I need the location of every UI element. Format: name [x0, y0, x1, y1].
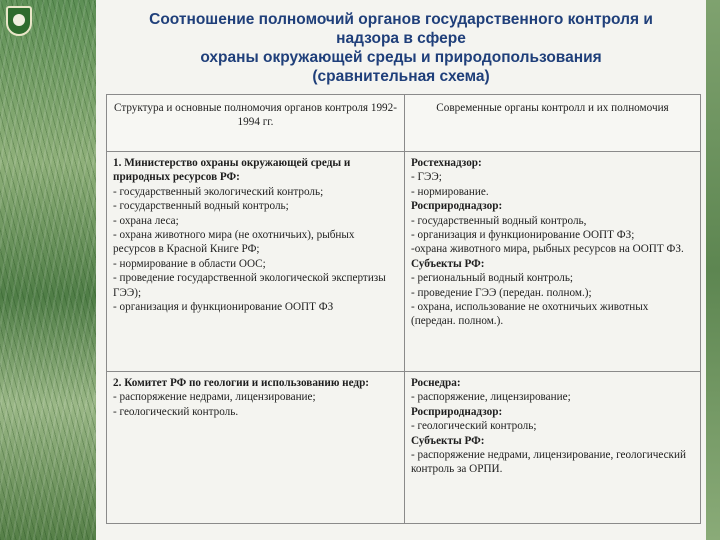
title-line: (сравнительная схема): [312, 68, 490, 85]
cell-line: Субъекты РФ:: [411, 257, 485, 270]
forest-background-left: [0, 0, 96, 540]
cell-line: Роснедра:: [411, 377, 461, 389]
cell-line: - государственный экологический контроль;: [113, 185, 324, 198]
cell-line: 1. Министерство охраны окружающей среды и природных ресурсов РФ:: [113, 157, 351, 184]
cell-line: -охрана животного мира, рыбных ресурсов на ООПТ ФЗ.: [411, 243, 684, 256]
cell-line: - распоряжение недрами, лицензирование, геологический контроль за ОРПИ.: [411, 449, 686, 476]
cell-line: - охрана животного мира (не охотничьих), рыбных ресурсов в Красной Книге РФ;: [113, 229, 355, 256]
cell-line: Субъекты РФ:: [411, 434, 485, 447]
cell-right: [405, 372, 701, 524]
title-line: Соотношение полномочий органов государственного контроля и: [149, 11, 653, 28]
cell-line: - распоряжение, лицензирование;: [411, 391, 571, 404]
cell-line: - охрана леса;: [113, 214, 179, 227]
cell-line: - распоряжение недрами, лицензирование;: [113, 391, 316, 404]
cell-line: - геологический контроль;: [411, 420, 537, 433]
table-row: [107, 372, 701, 524]
cell-line: - охрана, использование не охотничьих животных (передан. полном.).: [411, 301, 649, 328]
cell-right: [405, 152, 701, 372]
cell-line: Росприроднадзор:: [411, 405, 503, 418]
cell-line: - региональный водный контроль;: [411, 272, 574, 285]
cell-line: - нормирование.: [411, 185, 489, 198]
cell-line: - ГЭЭ;: [411, 171, 442, 184]
comparison-table: [106, 94, 701, 524]
slide-title: [96, 10, 706, 86]
cell-line: - государственный водный контроль;: [113, 200, 289, 213]
cell-line: Ростехнадзор:: [411, 157, 482, 169]
cell-line: - организация и функционирование ООПТ ФЗ: [113, 301, 334, 314]
cell-line: 2. Комитет РФ по геологии и использованию недр:: [113, 377, 370, 389]
cell-line: - проведение ГЭЭ (передан. полном.);: [411, 286, 592, 299]
cell-left: [107, 152, 405, 372]
cell-line: - организация и функционирование ООПТ ФЗ;: [411, 229, 635, 242]
forest-background-right: [706, 0, 720, 540]
cell-left: [107, 372, 405, 524]
cell-line: - геологический контроль.: [113, 405, 239, 418]
title-line: охраны окружающей среды и природопользования: [200, 49, 602, 66]
header-cell-past: Структура и основные полномочия органов контроля 1992-1994 гг.: [107, 95, 405, 152]
title-line: надзора в сфере: [336, 30, 466, 47]
cell-line: - проведение государственной экологической экспертизы ГЭЭ);: [113, 272, 386, 299]
header-cell-current: Современные органы контролл и их полномочия: [405, 95, 701, 152]
cell-line: Росприроднадзор:: [411, 200, 503, 213]
table-header-row: [107, 95, 701, 152]
cell-line: - государственный водный контроль,: [411, 214, 587, 227]
cell-line: - нормирование в области ООС;: [113, 257, 266, 270]
table-row: [107, 152, 701, 372]
region-emblem-icon: [6, 6, 32, 36]
